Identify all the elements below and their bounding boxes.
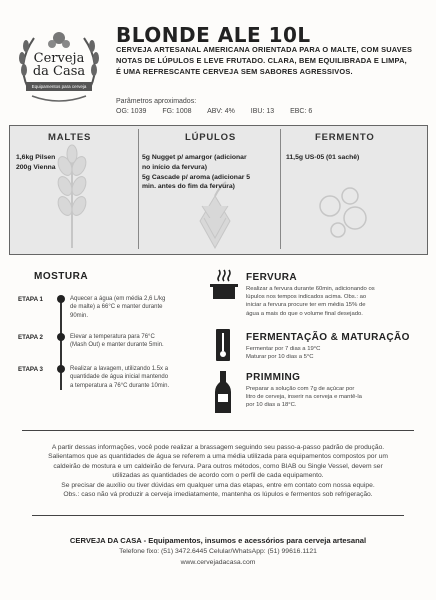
step-text-2 <box>70 333 196 350</box>
step-line: de malte) a 66°C e manter durante <box>70 304 163 311</box>
boil-pot-icon <box>208 268 240 305</box>
lupulo-line: no início da fervura) <box>142 163 207 171</box>
lupulo-line: 5g Cascade p/ aroma (adicionar 5 <box>142 173 251 181</box>
step-line: (Mash Out) e manter durante 5min. <box>70 342 164 349</box>
primming-line: litro de cerveja, inserir na cerveja e mantê-la <box>246 394 362 401</box>
mostura-timeline <box>60 296 62 390</box>
step-text-3 <box>70 365 196 390</box>
logo-line1: Cerveja <box>33 51 85 66</box>
logo-tagline: Equipamentos para cerveja <box>26 82 92 91</box>
fermentacao-text <box>246 345 426 361</box>
step-label-1: ETAPA 1 <box>18 296 43 303</box>
step-line: 90min. <box>70 312 89 319</box>
info-line: utilizadas as quantidades de acordo com o perfil de cada equipamento. <box>112 472 324 480</box>
info-line: Salientamos que as quantidades de água se referem a uma média utilizada para equipamentos compostos por um <box>48 453 388 461</box>
step-text-1 <box>70 295 196 320</box>
step-label-3: ETAPA 3 <box>18 366 43 373</box>
fervura-line: lúpulos nos tempos indicados acima. Obs.: ao <box>246 294 367 301</box>
ingredients-box <box>9 125 428 255</box>
brand-logo <box>12 24 106 108</box>
info-line: Se precisar de auxílio ou tiver dúvidas em qualquer uma das etapas, entre em contato com nossa equipe. <box>61 481 375 489</box>
step-dot-2 <box>57 333 65 341</box>
info-line: Obs.: caso não vá produzir a cerveja imediatamente, mantenha os lúpulos e fermentos sob refrigeração. <box>63 491 373 499</box>
step-line: Aquecer a água (em média 2,6 L/kg <box>70 296 166 302</box>
param-abv: ABV: 4% <box>207 108 235 115</box>
fervura-line: iniciar a fervura procure ter em média 15% de <box>246 302 366 309</box>
thermometer-icon <box>214 328 232 367</box>
malte-item: 200g Vienna <box>16 163 56 171</box>
fermentacao-line: Maturar por 10 dias a 5°C <box>246 354 314 361</box>
fervura-title: FERVURA <box>246 272 297 283</box>
step-line: a temperatura a 76°C durante 10min. <box>70 382 170 389</box>
params-row <box>116 108 326 115</box>
fermentacao-title: FERMENTAÇÃO & MATURAÇÃO <box>246 332 410 343</box>
param-ibu: IBU: 13 <box>250 108 275 115</box>
logo-line2: da Casa <box>32 64 86 79</box>
primming-line: Preparar a solução com 7g de açúcar por <box>246 386 355 392</box>
lupulos-title: LÚPULOS <box>185 132 236 143</box>
primming-text <box>246 385 426 410</box>
recipe-description: CERVEJA ARTESANAL AMERICANA ORIENTADA PARA O MALTE, COM SUAVES NOTAS DE LÚPULOS E LEVE FRUTADO. CLARA, BEM EQUILIBRADA E LIMPA, É UMA REFRESCANTE CERVEJA SEM SABORES AGRESSIVOS. <box>116 45 413 76</box>
yeast-icon <box>320 188 366 237</box>
malte-item: 1,6kg Pilsen <box>16 154 56 161</box>
lupulo-line: 5g Nugget p/ amargor (adicionar <box>142 154 247 161</box>
fermento-title: FERMENTO <box>315 132 375 143</box>
wheat-icon <box>55 145 88 248</box>
info-line: caldeirão de mostura e um caldeirão de fervura. Para outros métodos, como BIAB ou Single Vessel, devem ser <box>53 462 383 470</box>
lupulos-list <box>142 153 278 192</box>
lupulo-line: min. antes do fim da fervura) <box>142 183 235 191</box>
fermento-list <box>286 153 359 163</box>
bottle-icon <box>214 370 232 419</box>
param-og: OG: 1039 <box>116 108 147 115</box>
fervura-line: água a mais do que o volume final desejado. <box>246 310 363 317</box>
primming-line: por 10 dias a 18°C. <box>246 402 297 409</box>
footer-contact: Telefone fixo: (51) 3472.6445 Celular/WhatsApp: (51) 99616.1121 <box>119 548 317 555</box>
recipe-title: BLONDE ALE 10L <box>116 23 311 47</box>
footer-title: CERVEJA DA CASA - Equipamentos, insumos e acessórios para cerveja artesanal <box>69 536 367 545</box>
step-dot-1 <box>57 295 65 303</box>
param-fg: FG: 1008 <box>162 108 192 115</box>
primming-title: PRIMMING <box>246 372 301 383</box>
step-label-2: ETAPA 2 <box>18 334 43 341</box>
divider-top <box>22 430 414 431</box>
step-line: quantidade de água inicial mantendo <box>70 374 169 381</box>
fermento-item: 11,5g US-05 (01 sachê) <box>286 154 360 161</box>
fervura-line: Realizar a fervura durante 60min, adicionando os <box>246 286 375 292</box>
step-dot-3 <box>57 365 65 373</box>
maltes-title: MALTES <box>48 132 92 143</box>
param-ebc: EBC: 6 <box>290 108 313 115</box>
footer-website-link[interactable]: www.cervejadacasa.com <box>180 559 256 566</box>
divider-bottom <box>32 515 404 516</box>
mostura-title: MOSTURA <box>34 271 89 282</box>
step-line: Realizar a lavagem, utilizando 1.5x a <box>70 366 169 372</box>
info-line: A partir dessas informações, você pode realizar a brassagem seguindo seu passo-a-passo padrão de produção. <box>51 444 385 451</box>
maltes-list <box>16 153 56 173</box>
params-label: Parâmetros aproximados: <box>116 98 197 105</box>
info-paragraph <box>20 443 416 499</box>
fermentacao-line: Fermentar por 7 dias a 19°C <box>246 346 321 352</box>
step-line: Elevar a temperatura para 76°C <box>70 334 155 340</box>
fervura-text <box>246 285 426 318</box>
